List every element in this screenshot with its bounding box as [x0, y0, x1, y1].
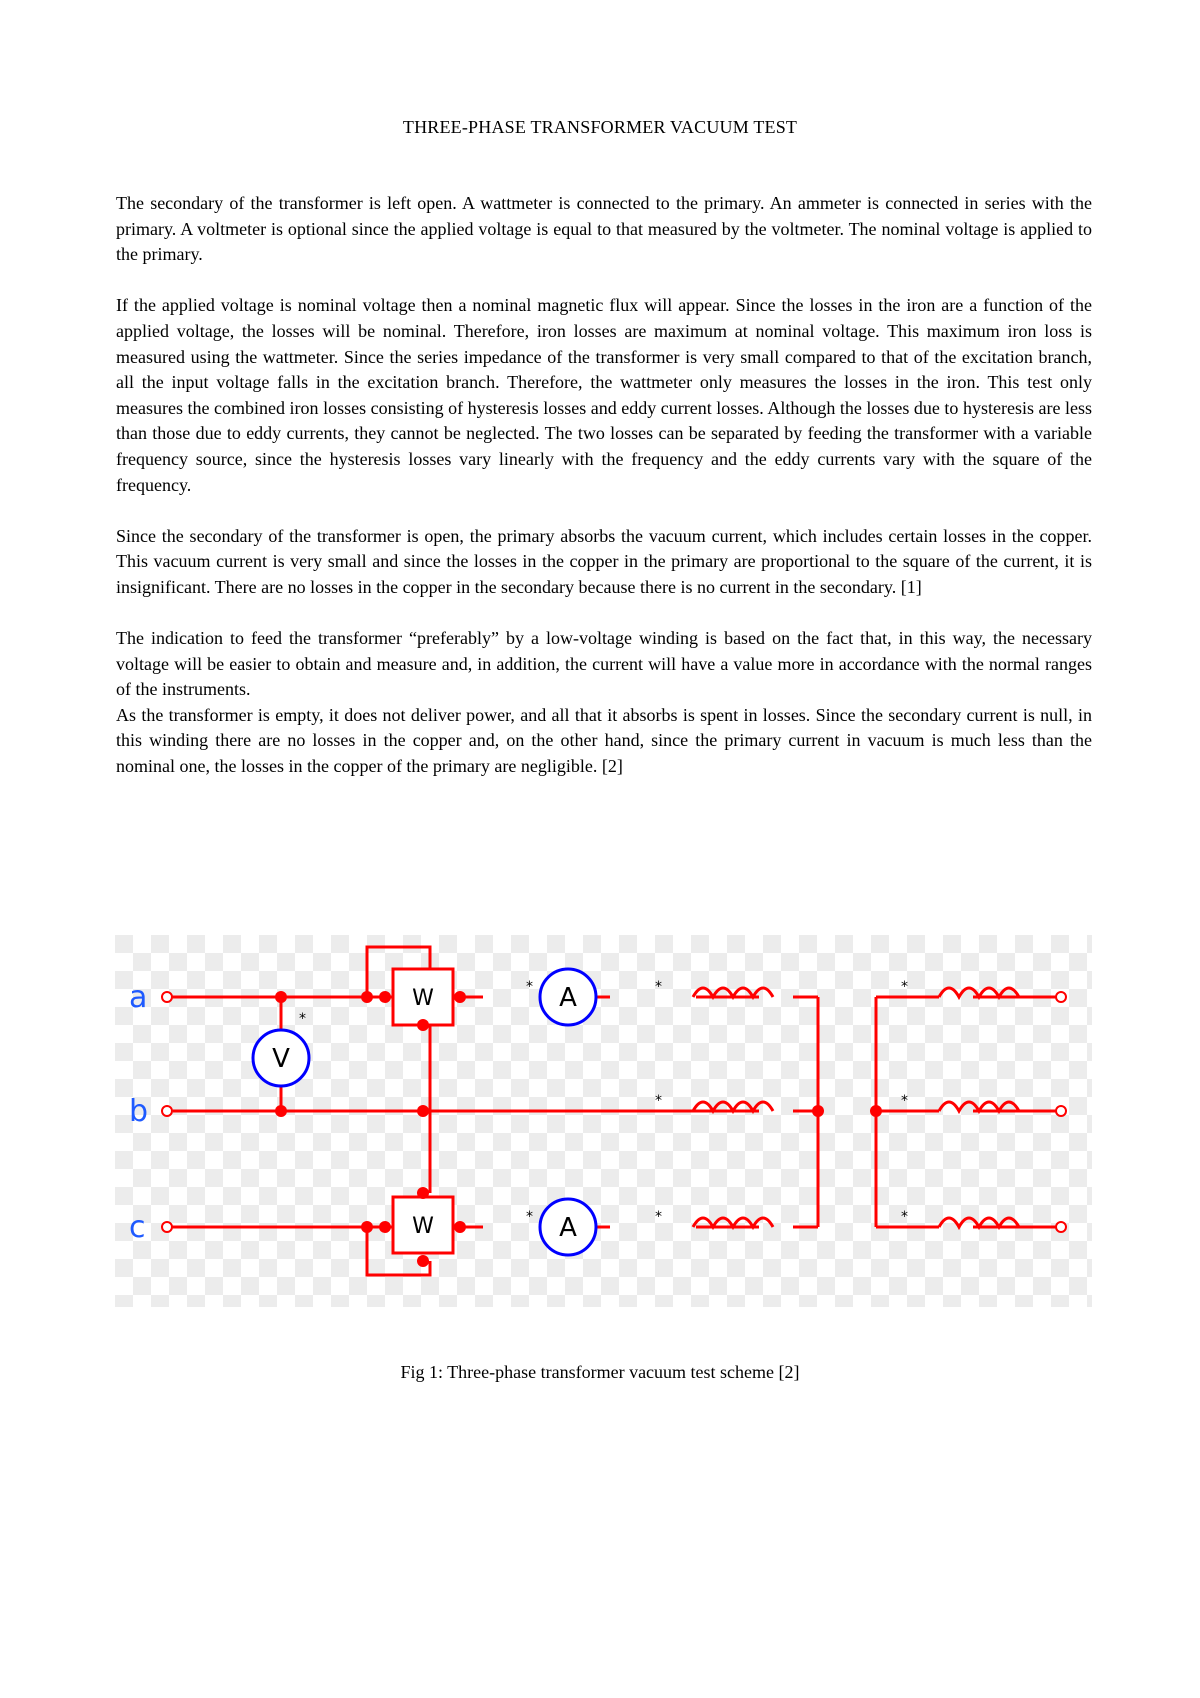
- paragraph-5: As the transformer is empty, it does not deliver power, and all that it absorbs is spent in losses. Since the secondary current is null, in this winding there are no losses in the copper and, on the other hand, since the primary current in vacuum is much less than the nominal one, the losses in the copper of the primary are negligible. [2]: [116, 704, 1092, 777]
- ammeter-a-label: A: [559, 983, 577, 1013]
- page-title: THREE-PHASE TRANSFORMER VACUUM TEST: [402, 117, 798, 137]
- paragraph-2: If the applied voltage is nominal voltage then a nominal magnetic flux will appear. Since the losses in the iron are a function of the applied voltage, the losses will be nominal. Therefore, iron losses are maximum at nominal voltage. This maximum iron loss is measured using the wattmeter. Since the series impedance of the transformer is very small compared to that of the excitation branch, all the input voltage falls in the excitation branch. Therefore, the wattmeter only measures the losses in the iron. This test only measures the combined iron losses consisting of hysteresis losses and eddy current losses. Although the losses due to hysteresis are less than those due to eddy currents, they cannot be neglected. The two losses can be separated by feeding the transformer with a variable frequency source, since the hysteresis losses vary linearly with the frequency and the eddy currents vary with the square of the frequency.: [116, 295, 1092, 495]
- wattmeter-a-label: W: [412, 986, 434, 1011]
- polarity-mark-secondary-c: *: [901, 1209, 908, 1225]
- polarity-mark-secondary-a: *: [901, 979, 908, 995]
- polarity-mark-primary-b: *: [655, 1093, 662, 1109]
- paragraph-1: The secondary of the transformer is left open. A wattmeter is connected to the primary. An ammeter is connected in series with the primary. A voltmeter is optional since the applied voltage is equal to that measured by the voltmeter. The nominal voltage is applied to the primary.: [116, 193, 1092, 265]
- phase-label-b: b: [129, 1094, 149, 1129]
- phase-label-a: a: [129, 980, 148, 1015]
- ammeter-c: [540, 1199, 596, 1255]
- voltmeter-label: V: [272, 1044, 290, 1074]
- polarity-mark-secondary-b: *: [901, 1093, 908, 1109]
- polarity-mark-ammeter-a: *: [526, 979, 533, 995]
- circuit-diagram-svg: [115, 935, 1092, 1307]
- body-text: [116, 191, 1092, 780]
- polarity-mark-ammeter-c: *: [526, 1209, 533, 1225]
- polarity-mark-primary-a: *: [655, 979, 662, 995]
- ammeter-a: [540, 969, 596, 1025]
- figure-caption: Fig 1: Three-phase transformer vacuum test scheme [2]: [400, 1362, 800, 1382]
- ammeter-c-label: A: [559, 1213, 577, 1243]
- voltmeter: [253, 1030, 309, 1086]
- paragraph-3: Since the secondary of the transformer is open, the primary absorbs the vacuum current, which includes certain losses in the copper. This vacuum current is very small and since the losses in the copper in the primary are proportional to the square of the current, it is insignificant. There are no losses in the copper in the secondary because there is no current in the secondary. [1]: [116, 525, 1092, 597]
- paragraph-4: The indication to feed the transformer “preferably” by a low-voltage winding is based on the fact that, in this way, the necessary voltage will be easier to obtain and measure and, in addition, the current will have a value more in accordance with the normal ranges of the instruments.: [116, 628, 1092, 700]
- wattmeter-c: [393, 1197, 453, 1253]
- phase-label-c: c: [129, 1210, 146, 1245]
- circuit-diagram: [115, 935, 1092, 1307]
- wattmeter-a: [393, 969, 453, 1025]
- polarity-mark-primary-c: *: [655, 1209, 662, 1225]
- polarity-mark-voltmeter: *: [299, 1011, 306, 1027]
- wattmeter-c-label: W: [412, 1214, 434, 1239]
